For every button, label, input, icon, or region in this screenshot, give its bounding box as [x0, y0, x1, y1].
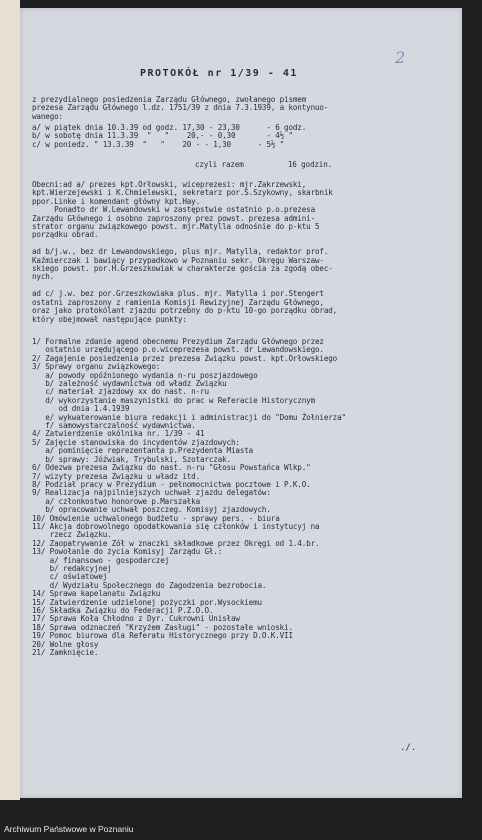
intro-line: prezesa Zarządu Głównego l.dz. 1751/39 z dnia 7.3.1939, a kontynuo- — [32, 103, 329, 113]
agenda-item: 16/ Składka Związku do Federacji P.Z.O.O. — [32, 606, 214, 615]
agenda-item: 15/ Zatwierdzenie udzielonej pożyczki por.Wysockiemu — [32, 597, 262, 607]
attendance-section — [32, 181, 337, 324]
attendance-line: oraz jako protokólant zjazdu potrzebny do p-ktu 10-go porządku obrad, — [32, 306, 338, 316]
document-sheet — [20, 8, 462, 798]
attendance-line: nych. — [32, 272, 55, 282]
agenda-item: b/ sprawy: Jóźwiak, Trybulski, Szotarczak. — [32, 454, 231, 464]
agenda-item: 7/ wizyty prezesa Związku u władz itd. — [32, 471, 201, 481]
agenda-item: e/ wykwaterowanie biura redakcji i administracji do "Domu Żołnierza" — [32, 412, 346, 422]
agenda-item: a/ finansowo - gospodarczej — [32, 555, 170, 565]
session-list — [32, 124, 306, 149]
attendance-line: Obecni:ad a/ prezes kpt.Orłowski, wiceprezesi: mjr.Zakrzewski, — [32, 180, 307, 189]
agenda-item: 3/ Sprawy organu związkowego: — [32, 362, 161, 372]
total-hours: czyli razem 16 godzin. — [195, 160, 333, 169]
attendance-line: porządku obrad. — [32, 230, 99, 240]
agenda-item: a/ powody opóźnionego wydania n-ru poszjazdowego — [32, 370, 258, 380]
archive-footer — [0, 800, 482, 840]
agenda-item: 17/ Sprawa Koła Chłodno z Dyr. Cukrowni Unisław — [32, 614, 240, 624]
session-line: b/ w sobotę dnia 11.3.39 " " 20,- - 0,30 - 4½ " — [32, 131, 293, 141]
agenda-item: 14/ Sprawa kapelanatu Związku — [32, 589, 161, 599]
left-binding-strip — [0, 0, 20, 800]
agenda-item: 21/ Zamknięcie. — [32, 648, 99, 658]
session-line: a/ w piątek dnia 10.3.39 od godz. 17,30 - 23,30 - 6 godz. — [32, 123, 307, 132]
attendance-line: kpt.Wierzejewski i K.Chmielewski, sekretarz por.S.Szykowny, skarbnik — [32, 188, 333, 198]
attendance-line: Kaźmierczak i bawiący przypadkowo w Poznaniu sekr. Okręgu Warszaw- — [32, 255, 324, 265]
session-line: c/ w poniedz. " 13.3.39 " " 20 - - 1,30 - 5½ " — [32, 139, 285, 149]
agenda-list — [32, 338, 346, 657]
agenda-item: 20/ Wolne głosy — [32, 639, 99, 649]
attendance-line: ppor.Linke i komendant główny kpt.Hay. — [32, 196, 201, 206]
agenda-item: 9/ Realizacja najpilniejszych uchwał zjazdu delegatów: — [32, 488, 271, 498]
agenda-item: 5/ Zajęcie stanowiska do incydentów zjazdowych: — [32, 437, 240, 447]
agenda-item: 13/ Powołanie do życia Komisyj Zarządu Gł.: — [32, 547, 223, 557]
agenda-item: od dnia 1.4.1939 — [32, 404, 130, 414]
attendance-line: ostatni zaproszony z ramienia Komisji Rewizyjnej Zarządu Głównego, — [32, 297, 324, 307]
agenda-item: c/ materiał zjazdowy xx do nast. n-ru — [32, 387, 209, 397]
agenda-item: 10/ Omówienie uchwalonego budżetu - sprawy pers. - biura — [32, 513, 280, 523]
agenda-item: rzecz Związku. — [32, 530, 112, 540]
agenda-item: ostatnio urzędującego p.o.wiceprezesa powst. dr Lewandowskiego. — [32, 345, 324, 355]
attendance-line: który obejmował następujące punkty: — [32, 314, 187, 324]
agenda-item: 18/ Sprawa odznaczeń "Krzyżem Zasługi" - pozostałe wnioski. — [32, 622, 293, 632]
attendance-line: Zarządu Głównego i osobno zaproszony prez powst. prezesa admini- — [32, 213, 315, 223]
agenda-item: a/ członkostwo honorowe p.Marszałka — [32, 496, 201, 506]
agenda-item: 19/ Pomoc biurowa dla Referatu Historycznego przy D.O.K.VII — [32, 631, 293, 641]
document-title: PROTOKÓŁ nr 1/39 - 41 — [140, 68, 298, 79]
agenda-item: b/ opracowanie uchwał poszczeg. Komisyj zjazdowych. — [32, 505, 271, 515]
agenda-item: c/ oświatowej — [32, 572, 108, 582]
end-mark: ./. — [400, 743, 417, 753]
attendance-line: ad b/j.w., bez dr Lewandowskiego, plus mjr. Matylla, redaktor prof. — [32, 247, 329, 257]
agenda-item: 1/ Formalne zdanie agend obecnemu Prezydium Zarządu Głównego przez — [32, 337, 324, 346]
page-number: 2 — [395, 48, 406, 67]
agenda-item: d/ Wydziału Społecznego do Zagodzenia bezrobocia. — [32, 580, 267, 590]
intro-line: z prezydialnego posiedzenia Zarządu Głównego, zwołanego pismem — [32, 95, 307, 104]
intro-line: wanego: — [32, 111, 63, 121]
agenda-item: 12/ Zaopatrywanie Zół w znaczki składkowe przez Okręgi od 1.4.br. — [32, 538, 320, 548]
agenda-item: 2/ Zagajenie posiedzenia przez prezesa Związku powst. kpt.Orłowskiego — [32, 353, 338, 363]
attendance-line: skiego powst. por.H.Grzeszkowiak w charakterze gościa za zgodą obec- — [32, 264, 333, 274]
agenda-item: b/ zależność wydawnictwa od władz Związku — [32, 379, 227, 389]
agenda-item: b/ redakcyjnej — [32, 563, 112, 573]
agenda-item: d/ wykorzystanie maszynistki do prac w Referacie Historycznym — [32, 395, 315, 405]
intro-paragraph — [32, 96, 328, 121]
agenda-item: 6/ Odezwa prezesa Związku do nast. n-ru "Głosu Powstańca Wlkp." — [32, 463, 311, 473]
attendance-line: Ponadto dr W.Lewandowski w zastępstwie ostatnio p.o.prezesa — [32, 205, 315, 215]
attendance-line: strator organu związkowego powst. mjr.Matylla odnośnie do p-ktu 5 — [32, 222, 320, 232]
archive-name: Archiwum Państwowe w Poznaniu — [4, 824, 134, 834]
attendance-line: ad c/ j.w. bez por.Grzeszkowiaka plus. mjr. Matylla i por.Stengert — [32, 289, 324, 299]
agenda-item: 4/ Zatwierdzenie okólnika nr. 1/39 - 41 — [32, 429, 205, 439]
agenda-item: f/ samowystarczalność wydawnictwa. — [32, 421, 196, 431]
agenda-item: 11/ Akcja dobrowolnego opodatkowania się członków i instytucyj na — [32, 521, 320, 531]
agenda-item: a/ pominięcie reprezentanta p.Prezydenta Miasta — [32, 446, 254, 456]
agenda-item: 8/ Podział pracy w Prezydium - pełnomocnictwa pocztowe i P.K.O. — [32, 479, 311, 489]
